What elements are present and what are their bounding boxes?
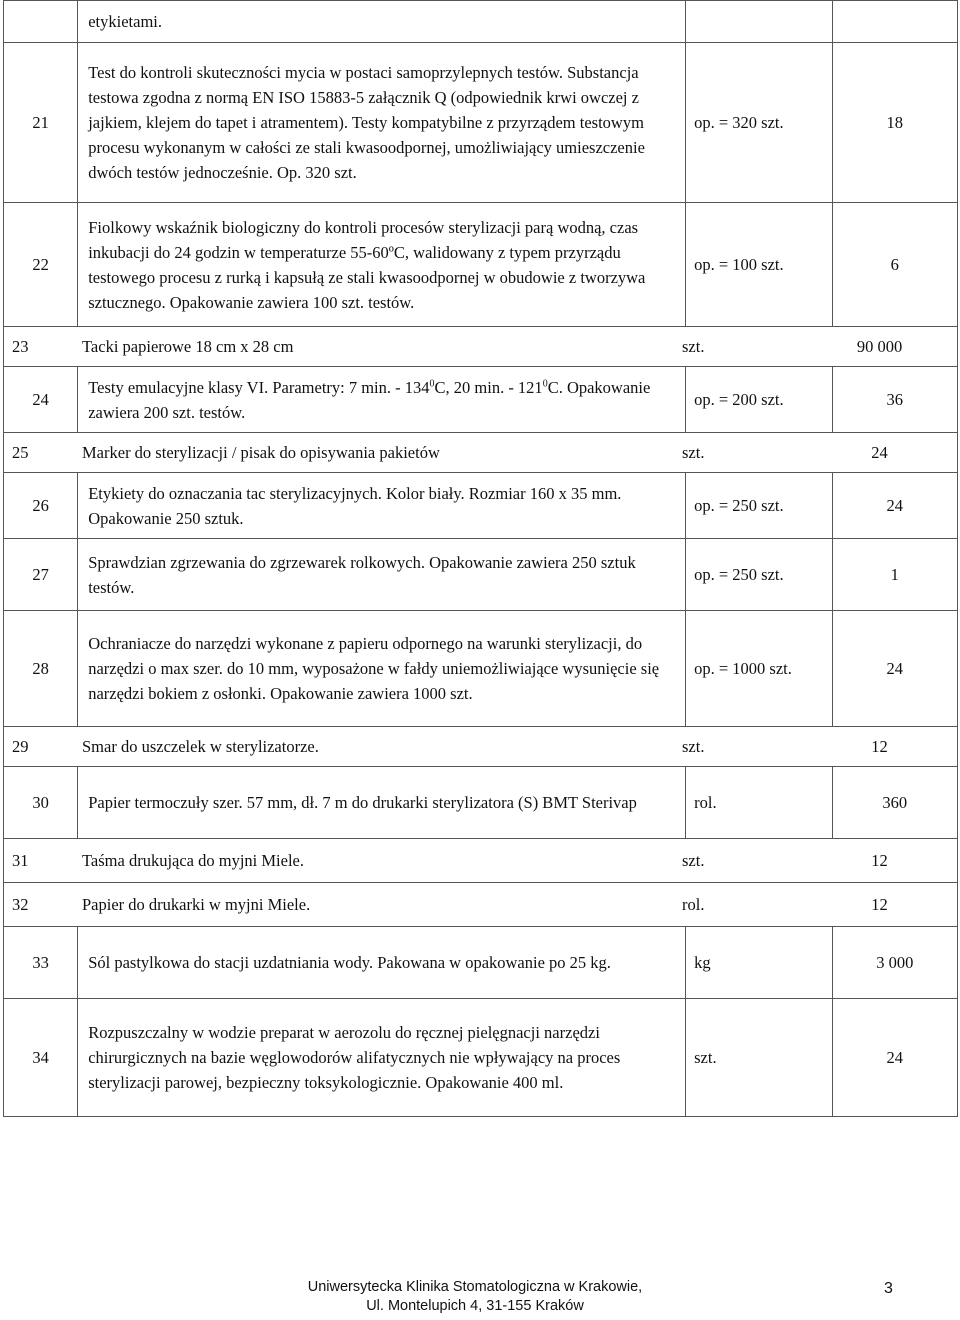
item-quantity: 12 (871, 895, 888, 914)
item-description: Testy emulacyjne klasy VI. Parametry: 7 min. - $134^0C$, 20 min. - $121^0C$. Opakowanie zawiera 200 szt. testów. (78, 367, 686, 433)
item-description: Rozpuszczalny w wodzie preparat w aerozolu do ręcznej pielęgnacji narzędzi chirurgicznych na bazie węglowodorów alifatycznych nie wpływający na proces sterylizacji parowej, bezpieczny toksykologicznie. Opakowanie 400 ml. (78, 999, 686, 1117)
item-quantity: 6 (832, 203, 957, 327)
row-number: 21 (4, 43, 78, 203)
item-quantity: 3 000 (832, 927, 957, 999)
item-description: etykietami. (78, 1, 686, 43)
table-row (4, 767, 958, 839)
item-unit (686, 1, 832, 43)
item-description: Sól pastylkowa do stacji uzdatniania wody. Pakowana w opakowanie po 25 kg. (78, 927, 686, 999)
item-description: Papier do drukarki w myjni Miele. (82, 895, 311, 914)
row-number: 22 (4, 203, 78, 327)
item-description: Papier termoczuły szer. 57 mm, dł. 7 m do drukarki sterylizatora (S) BMT Sterivap (78, 767, 686, 839)
item-quantity: 18 (832, 43, 957, 203)
item-quantity: 90 000 (856, 337, 903, 356)
footer-address (220, 1278, 730, 1316)
row-number: 29 (12, 737, 29, 756)
item-description: Sprawdzian zgrzewania do zgrzewarek rolkowych. Opakowanie zawiera 250 sztuk testów. (78, 539, 686, 611)
item-quantity: 1 (832, 539, 957, 611)
row-number: 31 (12, 851, 29, 870)
table-row (4, 611, 958, 727)
row-number: 34 (4, 999, 78, 1117)
table-row (4, 43, 958, 203)
item-unit: op. = 100 szt. (686, 203, 832, 327)
row-number (4, 1, 78, 43)
row-number: 23 (12, 337, 29, 356)
item-quantity: 24 (832, 473, 957, 539)
table-row (4, 727, 958, 767)
row-number: 24 (4, 367, 78, 433)
item-unit: szt. (682, 737, 705, 756)
merged-row (4, 727, 958, 767)
item-description: Test do kontroli skuteczności mycia w postaci samoprzylepnych testów. Substancja testowa zgodna z normą EN ISO 15883-5 załącznik Q (odpowiednik krwi owczej z jajkiem, klejem do tapet i atramentem). Testy kompatybilne z przyrządem testowym procesu wykonanym w całości ze stali kwasoodpornej, umożliwiający umieszczenie dwóch testów jednocześnie. Op. 320 szt. (78, 43, 686, 203)
table-row (4, 1, 958, 43)
item-description: Tacki papierowe 18 cm x 28 cm (82, 337, 294, 356)
item-quantity: 24 (832, 999, 957, 1117)
item-quantity: 24 (871, 443, 888, 462)
item-unit: szt. (682, 443, 705, 462)
item-quantity: 12 (871, 851, 888, 870)
item-quantity (832, 1, 957, 43)
item-quantity: 36 (832, 367, 957, 433)
item-description: Taśma drukująca do myjni Miele. (82, 851, 304, 870)
item-unit: op. = 320 szt. (686, 43, 832, 203)
item-description: Etykiety do oznaczania tac sterylizacyjnych. Kolor biały. Rozmiar 160 x 35 mm. Opakowanie 250 sztuk. (78, 473, 686, 539)
item-description: Ochraniacze do narzędzi wykonane z papieru odpornego na warunki sterylizacji, do narzędzi o max szer. do 10 mm, wyposażone w fałdy uniemożliwiające wysunięcie się narzędzi bokiem z osłonki. Opakowanie zawiera 1000 szt. (78, 611, 686, 727)
table-row (4, 433, 958, 473)
table-row (4, 367, 958, 433)
row-number: 26 (4, 473, 78, 539)
row-number: 33 (4, 927, 78, 999)
row-number: 25 (12, 443, 29, 462)
item-unit: op. = 200 szt. (686, 367, 832, 433)
item-quantity: 24 (832, 611, 957, 727)
table-row (4, 473, 958, 539)
table-row (4, 883, 958, 927)
items-table (3, 0, 958, 1117)
table-row (4, 203, 958, 327)
item-description: Smar do uszczelek w sterylizatorze. (82, 737, 319, 756)
item-unit: rol. (682, 895, 705, 914)
item-unit: kg (686, 927, 832, 999)
item-quantity: 360 (832, 767, 957, 839)
item-quantity: 12 (871, 737, 888, 756)
merged-row (4, 839, 958, 883)
item-unit: szt. (682, 851, 705, 870)
row-number: 27 (4, 539, 78, 611)
table-row (4, 999, 958, 1117)
item-description: Marker do sterylizacji / pisak do opisywania pakietów (82, 443, 440, 462)
table-row (4, 927, 958, 999)
item-unit: szt. (682, 337, 705, 356)
item-unit: op. = 1000 szt. (686, 611, 832, 727)
item-unit: op. = 250 szt. (686, 473, 832, 539)
page-footer (0, 1278, 960, 1318)
row-number: 28 (4, 611, 78, 727)
table-row (4, 539, 958, 611)
footer-institution: Uniwersytecka Klinika Stomatologiczna w Krakowie, (307, 1279, 643, 1295)
item-unit: op. = 250 szt. (686, 539, 832, 611)
row-number: 30 (4, 767, 78, 839)
page-number: 3 (884, 1280, 893, 1297)
merged-row (4, 433, 958, 473)
footer-street: Ul. Montelupich 4, 31-155 Kraków (366, 1298, 584, 1314)
item-description: Fiolkowy wskaźnik biologiczny do kontroli procesów sterylizacji parą wodną, czas inkubacji do 24 godzin w temperaturze 55-60ºC, walidowany z typem przyrządu testowego procesu z rurką i kapsułą ze stali kwasoodpornej w obudowie z tworzywa sztucznego. Opakowanie zawiera 100 szt. testów. (78, 203, 686, 327)
table-row (4, 327, 958, 367)
item-unit: rol. (686, 767, 832, 839)
merged-row (4, 883, 958, 927)
merged-row (4, 327, 958, 367)
row-number: 32 (12, 895, 29, 914)
table-row (4, 839, 958, 883)
item-unit: szt. (686, 999, 832, 1117)
document-page (3, 0, 958, 1117)
